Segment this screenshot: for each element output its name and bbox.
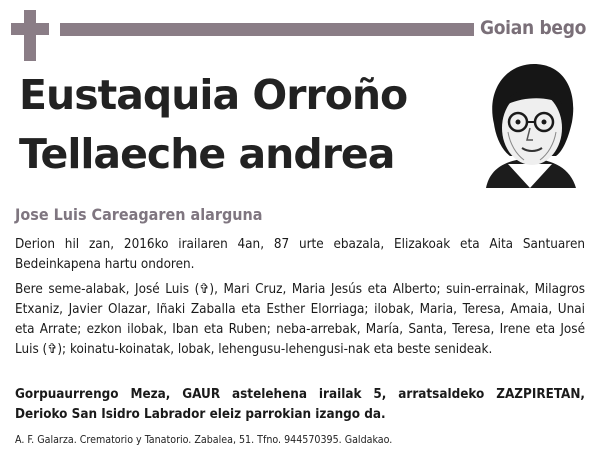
funeral-mass-paragraph: Gorpuaurrengo Meza, GAUR astelehena irailak 5, arratsaldeko ZAZPIRETAN, Derioko San Isidro Labrador eleiz parrokian izango da. — [15, 387, 585, 422]
name-line-1: Eustaquia Orroño — [19, 71, 408, 119]
family-paragraph: Bere seme-alabak, José Luis (✞), Mari Cruz, Maria Jesús eta Alberto; suin-errainak, Milagros Etxaniz, Javier Olazar, Iñaki Zaballa eta Esther Elorriaga; ilobak, Maria, Teresa, Amaia, Unai eta Arrate; ezkon ilobak, Iban eta Ruben; neba-arrebak, María, Santa, Teresa, Irene eta José Luis (✞); koinatu-koinatak, lobak, lehengusu-lehengusi-nak eta beste senideak. — [15, 282, 585, 357]
deceased-name — [19, 66, 407, 184]
funeral-home-footer: A. F. Galarza. Crematorio y Tanatorio. Zabalea, 51. Tfno. 944570395. Galdakao. — [15, 434, 393, 446]
category-label: Goian bego — [480, 17, 587, 39]
cross-icon — [11, 10, 49, 61]
name-line-2: Tellaeche andrea — [19, 130, 395, 178]
portrait-photo — [478, 60, 582, 188]
header-bar — [60, 23, 474, 36]
death-notice-paragraph: Derion hil zan, 2016ko irailaren 4an, 87 urte ebazala, Elizakoak eta Aita Santuaren Bedeinkapena hartu ondoren. — [15, 237, 585, 272]
subtitle-widow-of: Jose Luis Careagaren alarguna — [15, 205, 263, 224]
